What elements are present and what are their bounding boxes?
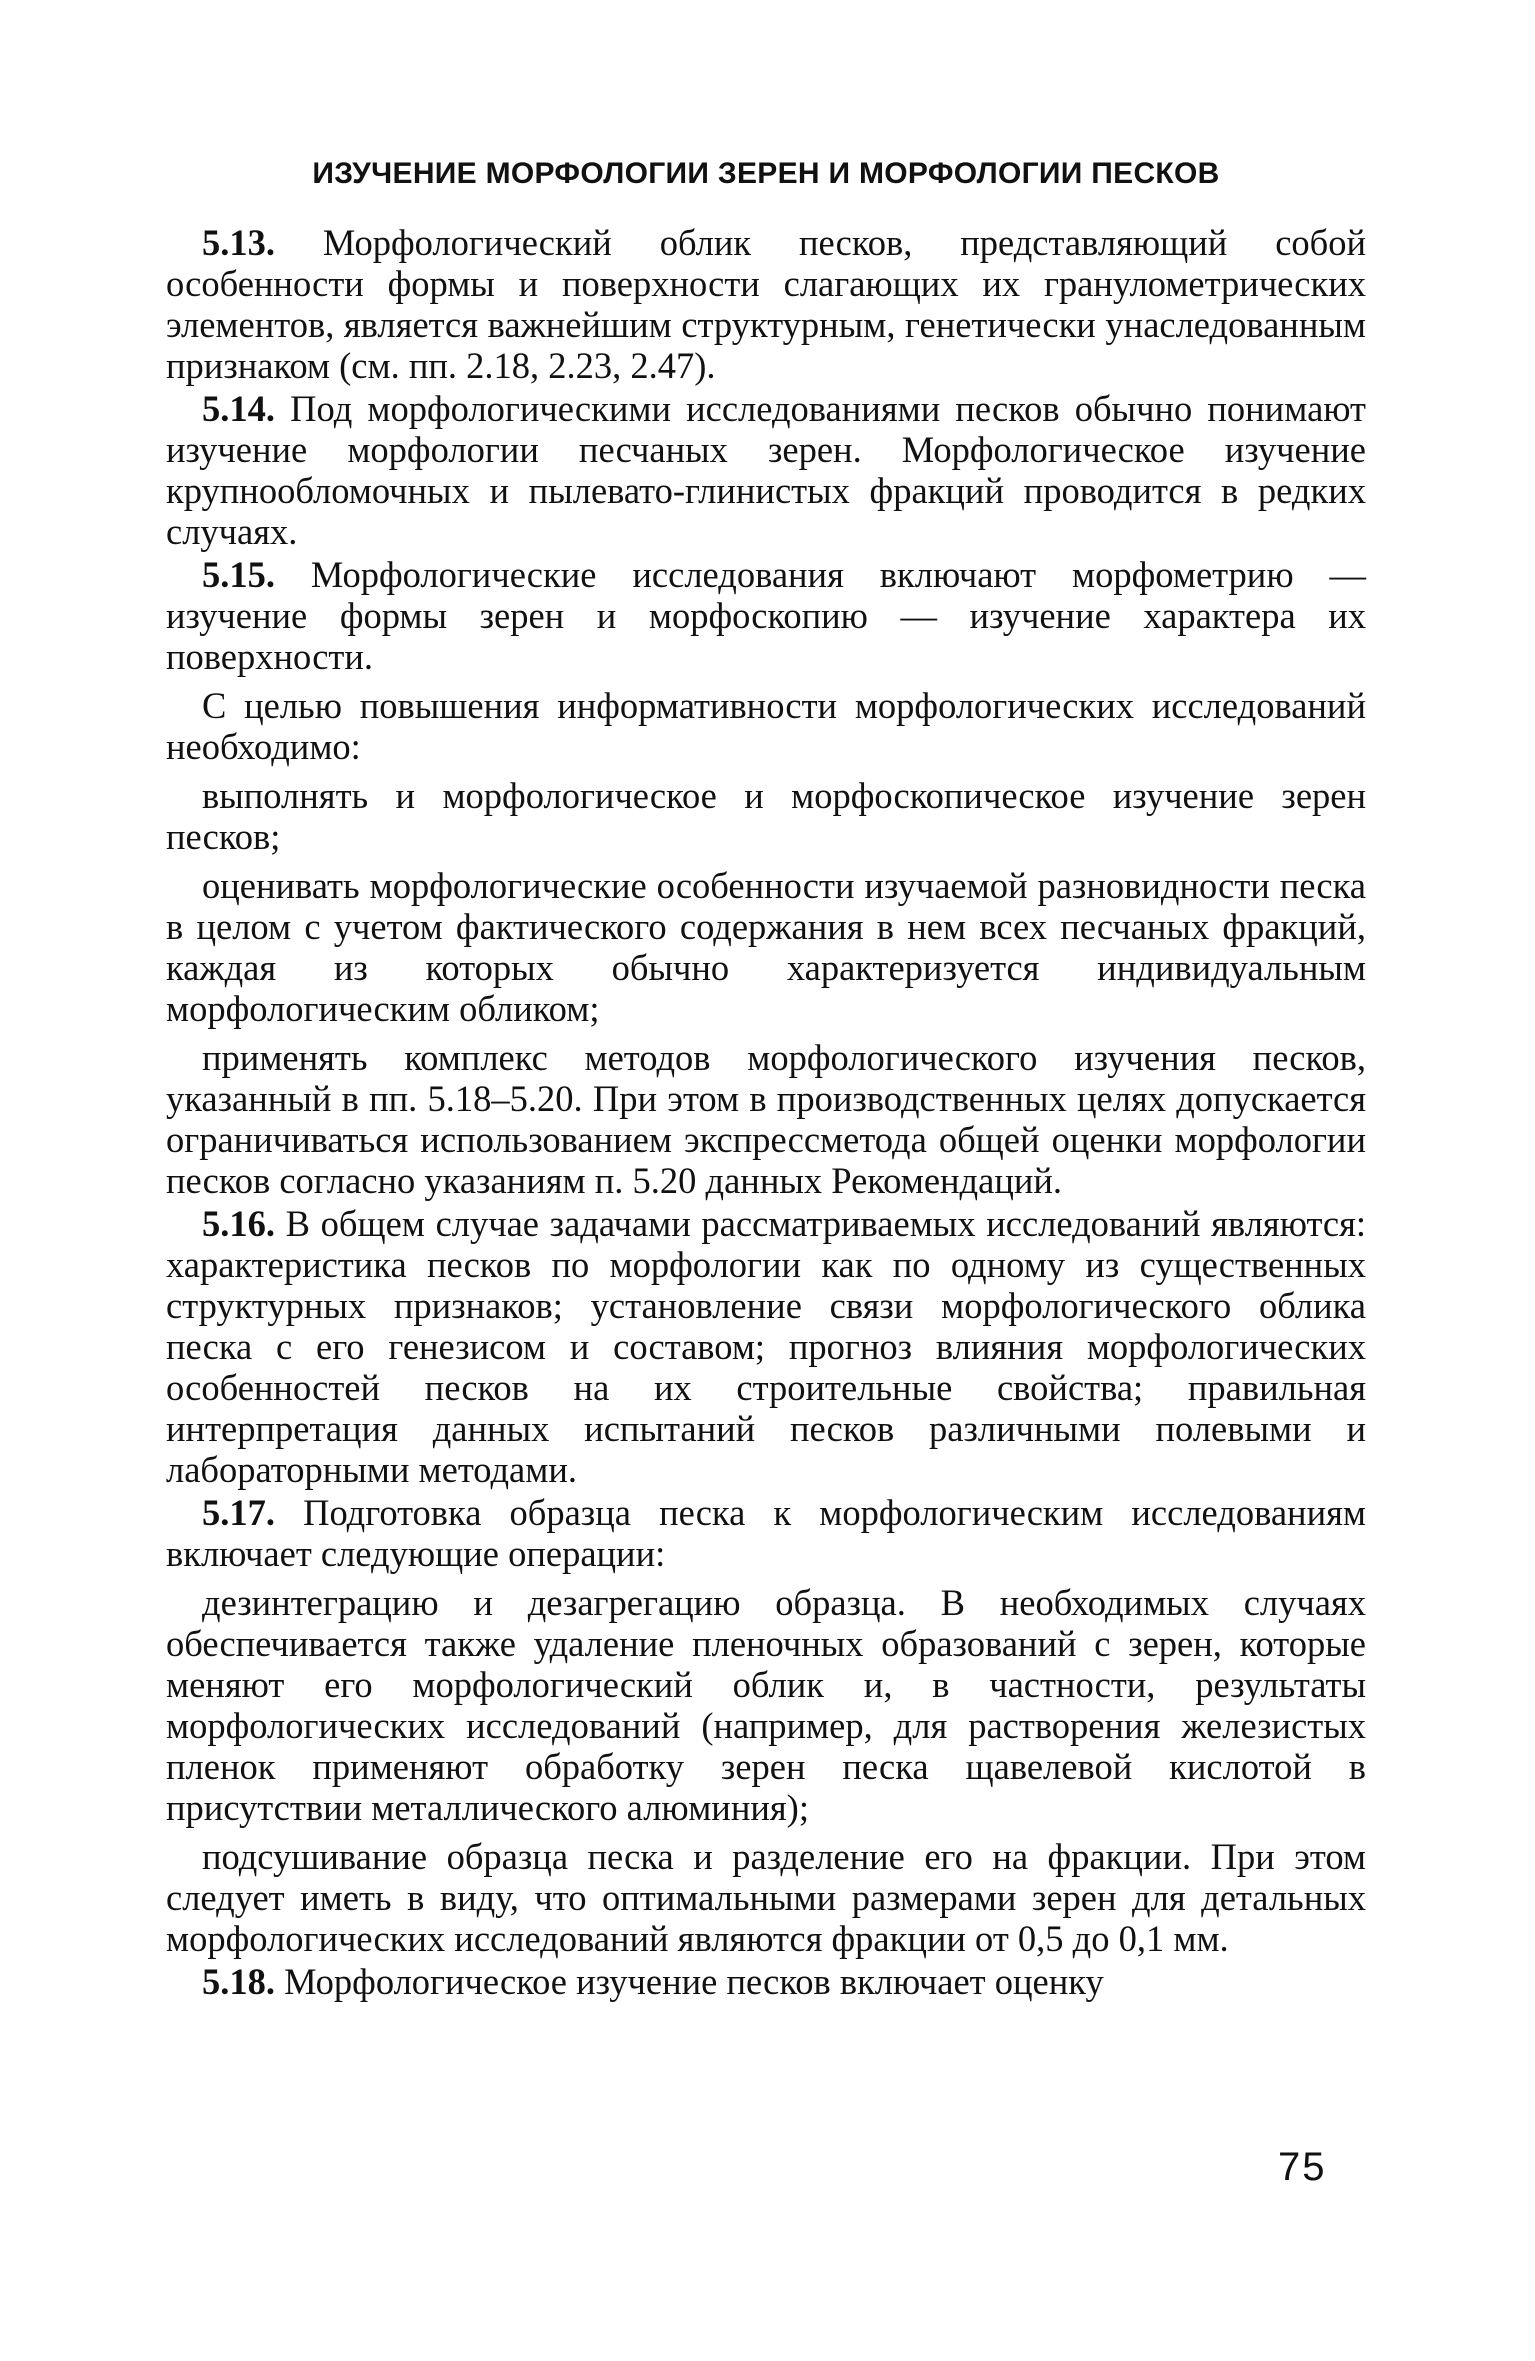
paragraph-text: оценивать морфологические особенности изучаемой разновидности песка в целом с учетом фактического содержания в нем всех песчаных фракций, каждая из которых обычно характеризуется индивидуальным морфологическим обликом; <box>166 865 1366 1029</box>
list-item-apply <box>166 1037 1366 1201</box>
paragraph-text: Морфологический облик песков, представляющий собой особенности формы и поверхности слагающих их гранулометрических элементов, является важнейшим структурным, генетически унаследованным признаком (см. пп. 2.18, 2.23, 2.47). <box>166 222 1367 386</box>
clause-number: 5.18. <box>202 1961 275 2002</box>
list-item-drying <box>166 1836 1366 1959</box>
paragraph-text: подсушивание образца песка и разделение его на фракции. При этом следует иметь в виду, что оптимальными размерами зерен для детальных морфологических исследований являются фракции от 0,5 до 0,1 мм. <box>166 1836 1366 1959</box>
page-number: 75 <box>1278 2145 1327 2189</box>
clause-number: 5.17. <box>202 1492 275 1533</box>
list-item-disintegration <box>166 1582 1366 1828</box>
paragraph-text: применять комплекс методов морфологического изучения песков, указанный в пп. 5.18–5.20. При этом в производственных целях допускается ограничиваться использованием экспрессметода общей оценки морфологии песков согласно указаниям п. 5.20 данных Рекомендаций. <box>166 1037 1366 1201</box>
paragraph-5-18 <box>166 1961 1366 2002</box>
clause-number: 5.13. <box>202 222 275 263</box>
list-item-perform <box>166 775 1366 857</box>
paragraph-text: Подготовка образца песка к морфологическим исследованиям включает следующие операции: <box>166 1492 1366 1574</box>
paragraph-5-14 <box>166 388 1366 552</box>
paragraph-5-15 <box>166 554 1366 677</box>
clause-number: 5.14. <box>202 388 275 429</box>
paragraph-text: выполнять и морфологическое и морфоскопическое изучение зерен песков; <box>166 775 1366 857</box>
paragraph-text: В общем случае задачами рассматриваемых исследований являются: характеристика песков по морфологии как по одному из существенных структурных признаков; установление связи морфологического облика песка с его генезисом и составом; прогноз влияния морфологических особенностей песков на их строительные свойства; правильная интерпретация данных испытаний песков различными полевыми и лабораторными методами. <box>166 1203 1367 1490</box>
paragraph-text: Под морфологическими исследованиями песков обычно понимают изучение морфологии песчаных зерен. Морфологическое изучение крупнообломочных и пылевато-глинистых фракций проводится в редких случаях. <box>166 388 1367 552</box>
paragraph-purpose <box>166 685 1366 767</box>
paragraph-text: дезинтеграцию и дезагрегацию образца. В необходимых случаях обеспечивается также удаление пленочных образований с зерен, которые меняют его морфологический облик и, в частности, результаты морфологических исследований (например, для растворения железистых пленок применяют обработку зерен песка щавелевой кислотой в присутствии металлического алюминия); <box>166 1582 1366 1828</box>
section-heading: ИЗУЧЕНИЕ МОРФОЛОГИИ ЗЕРЕН И МОРФОЛОГИИ ПЕСКОВ <box>312 157 1220 190</box>
paragraph-text: Морфологические исследования включают морфометрию — изучение формы зерен и морфоскопию — изучение характера их поверхности. <box>166 554 1366 677</box>
paragraph-5-17 <box>166 1492 1366 1574</box>
paragraph-5-16 <box>166 1203 1366 1490</box>
paragraph-text: С целью повышения информативности морфологических исследований необходимо: <box>166 685 1366 767</box>
page-body <box>166 140 1366 2004</box>
clause-number: 5.15. <box>202 554 275 595</box>
paragraph-5-13 <box>166 222 1366 386</box>
clause-number: 5.16. <box>202 1203 275 1244</box>
paragraph-text: Морфологическое изучение песков включает оценку <box>284 1961 1104 2002</box>
list-item-evaluate <box>166 865 1366 1029</box>
